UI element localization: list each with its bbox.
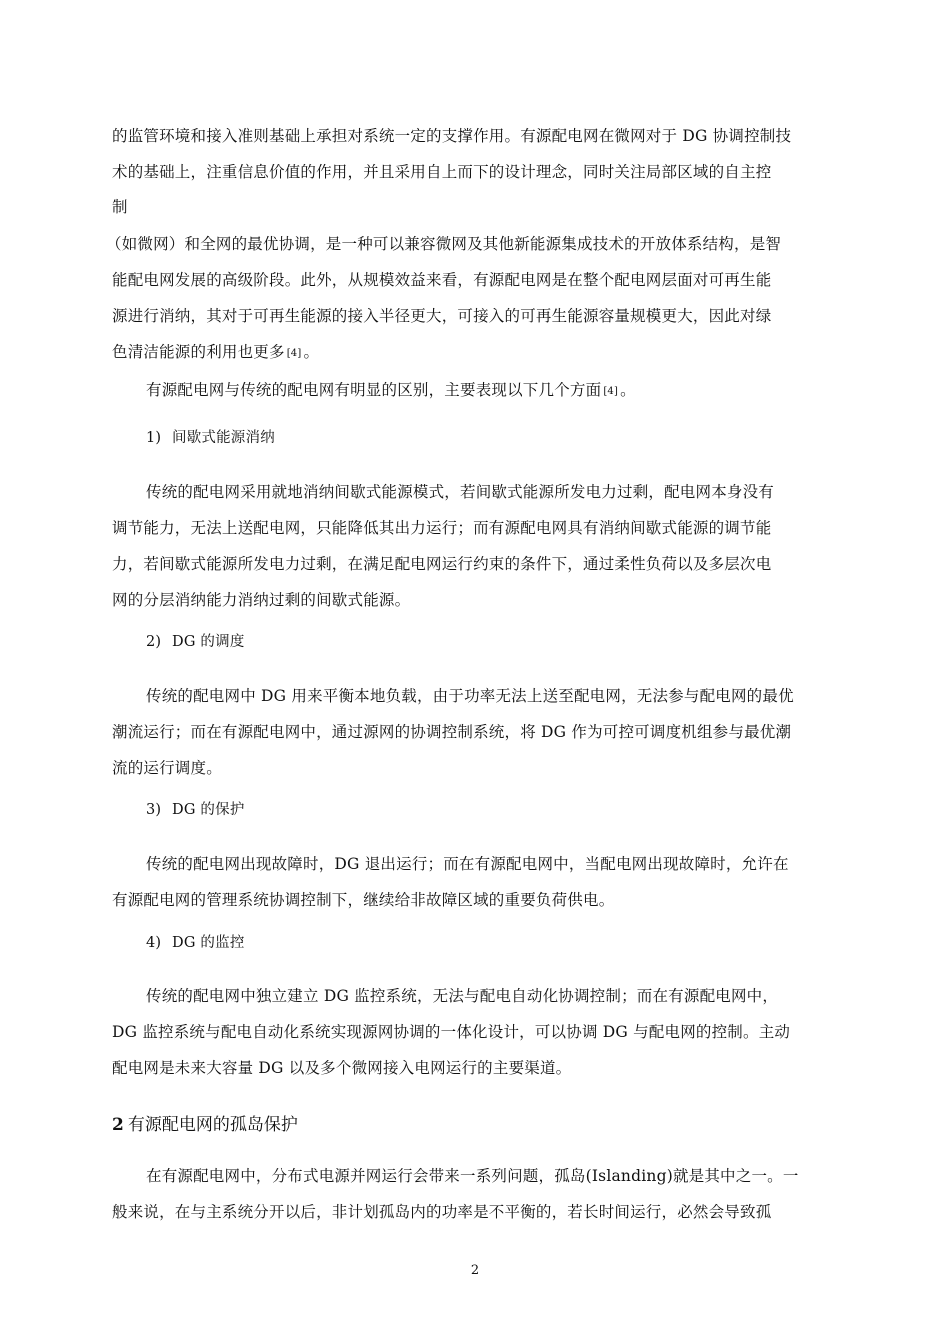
list-number: 3): [146, 802, 162, 818]
list-number: 1): [146, 430, 162, 446]
paragraph-line: 传统的配电网中 DG 用来平衡本地负载，由于功率无法上送至配电网，无法参与配电网的最优: [146, 687, 794, 705]
paragraph-text: 。: [303, 343, 320, 361]
list-number: 2): [146, 634, 162, 650]
section-title: 有源配电网的孤岛保护: [127, 1115, 298, 1135]
paragraph-line: 潮流运行；而在有源配电网中，通过源网的协调控制系统，将 DG 作为可控可调度机组参与最优潮: [112, 723, 792, 741]
paragraph-line: [112, 342, 319, 364]
list-title: 间歇式能源消纳: [172, 430, 275, 446]
paragraph-line: 传统的配电网采用就地消纳间歇式能源模式，若间歇式能源所发电力过剩，配电网本身没有: [146, 483, 775, 501]
paragraph-text: 有源配电网与传统的配电网有明显的区别，主要表现以下几个方面: [146, 381, 602, 399]
paragraph-line: 有源配电网的管理系统协调控制下，继续给非故障区域的重要负荷供电。: [112, 891, 615, 909]
citation: [4]: [603, 386, 619, 397]
paragraph-line: 传统的配电网出现故障时，DG 退出运行；而在有源配电网中，当配电网出现故障时，允许在: [146, 855, 789, 873]
paragraph-line: 配电网是未来大容量 DG 以及多个微网接入电网运行的主要渠道。: [112, 1059, 572, 1077]
list-item: [146, 428, 275, 448]
paragraph-line: 制: [112, 198, 128, 216]
paragraph-line: 流的运行调度。: [112, 759, 222, 777]
paragraph-line: 般来说，在与主系统分开以后，非计划孤岛内的功率是不平衡的，若长时间运行，必然会导致孤: [112, 1203, 772, 1221]
section-heading: [112, 1114, 298, 1136]
list-item: [146, 800, 245, 820]
paragraph-line: （如微网）和全网的最优协调，是一种可以兼容微网及其他新能源集成技术的开放体系结构，是智: [106, 235, 782, 253]
paragraph-line: 传统的配电网中独立建立 DG 监控系统，无法与配电自动化协调控制；而在有源配电网中，: [146, 987, 779, 1005]
list-title: DG 的监控: [172, 935, 245, 951]
paragraph-text: 色清洁能源的利用也更多: [112, 343, 285, 361]
paragraph-line: 在有源配电网中，分布式电源并网运行会带来一系列问题，孤岛(Islanding)就是其中之一。一: [146, 1167, 799, 1185]
citation: [4]: [286, 348, 302, 359]
paragraph-line: 网的分层消纳能力消纳过剩的间歇式能源。: [112, 591, 411, 609]
paragraph-line: [146, 380, 636, 402]
paragraph-text: 。: [620, 381, 636, 399]
paragraph-line: 术的基础上，注重信息价值的作用，并且采用自上而下的设计理念，同时关注局部区域的自主控: [112, 163, 772, 181]
paragraph-line: 调节能力，无法上送配电网，只能降低其出力运行；而有源配电网具有消纳间歇式能源的调节能: [112, 519, 772, 537]
list-item: [146, 933, 245, 953]
section-number: 2: [112, 1115, 124, 1135]
paragraph-line: 的监管环境和接入准则基础上承担对系统一定的支撑作用。有源配电网在微网对于 DG 协调控制技: [112, 127, 792, 145]
list-title: DG 的保护: [172, 802, 245, 818]
paragraph-line: DG 监控系统与配电自动化系统实现源网协调的一体化设计，可以协调 DG 与配电网的控制。主动: [112, 1023, 791, 1041]
paragraph-line: 力，若间歇式能源所发电力过剩，在满足配电网运行约束的条件下，通过柔性负荷以及多层次电: [112, 555, 772, 573]
paragraph-line: 源进行消纳，其对于可再生能源的接入半径更大，可接入的可再生能源容量规模更大，因此对绿: [112, 307, 772, 325]
list-item: [146, 632, 245, 652]
list-number: 4): [146, 935, 162, 951]
list-title: DG 的调度: [172, 634, 245, 650]
paragraph-line: 能配电网发展的高级阶段。此外，从规模效益来看，有源配电网是在整个配电网层面对可再生能: [112, 271, 772, 289]
page-number: 2: [470, 1263, 480, 1278]
